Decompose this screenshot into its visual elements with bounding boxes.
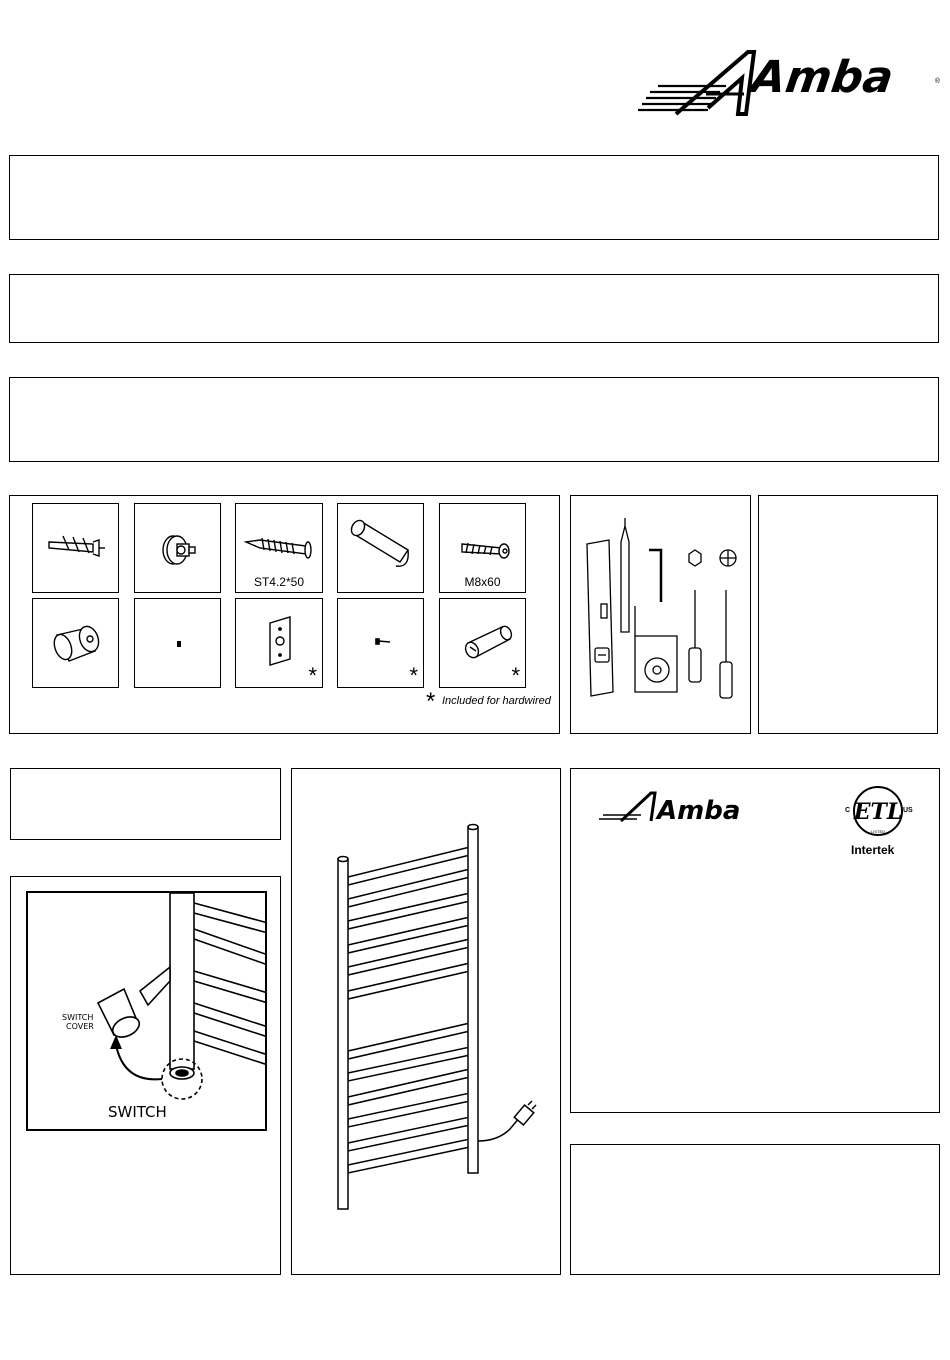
towel-warmer-illustration <box>292 769 560 1274</box>
switch-figure-panel <box>10 876 281 1275</box>
brand-logo-text: Amba <box>748 52 897 103</box>
hardware-item-end-cap <box>32 598 119 688</box>
contact-panel <box>570 1144 940 1275</box>
hardware-item-bracket-cover <box>337 503 424 593</box>
brand-logo <box>636 48 942 118</box>
specification-panel <box>9 377 939 462</box>
mounting-bracket-icon <box>135 504 222 594</box>
hardware-item-junction-plate <box>235 598 323 688</box>
set-screw-icon <box>135 599 222 689</box>
hardware-item-wood-screw <box>235 503 323 593</box>
bolt-label: M8x60 <box>464 575 501 589</box>
switch-cover-label-line1: SWITCH <box>62 1013 94 1022</box>
etl-mark-text: ETL <box>853 799 903 825</box>
hex-bit-icon <box>689 550 701 566</box>
panel-brand-logo <box>597 787 747 827</box>
note-star: * <box>426 688 436 715</box>
wall-anchor-icon <box>33 504 120 594</box>
switch-illustration <box>26 891 267 1131</box>
warning-panel <box>9 274 939 343</box>
hardware-item-wall-anchor <box>32 503 119 593</box>
hardware-item-mounting-bracket <box>134 503 221 593</box>
etl-listed: LISTED <box>871 829 886 834</box>
hardware-item-bolt <box>439 503 526 593</box>
hardware-item-set-screw <box>134 598 221 688</box>
hardwired-star: * <box>511 663 520 688</box>
hardware-panel <box>9 495 560 734</box>
switch-caption-panel <box>10 768 281 840</box>
product-illustration-panel <box>291 768 561 1275</box>
switch-label: SWITCH <box>108 1103 167 1121</box>
hardwired-star: * <box>409 663 418 688</box>
registered-mark: ® <box>934 78 940 85</box>
switch-cover-label-line2: COVER <box>66 1022 94 1031</box>
wood-screw-label: ST4.2*50 <box>253 575 305 589</box>
tools-description-panel <box>758 495 938 734</box>
hardwired-note: Included for hardwired <box>442 695 551 707</box>
panel-brand-text: Amba <box>657 796 741 826</box>
etl-listed-mark <box>845 783 915 861</box>
certification-panel <box>570 768 940 1113</box>
level-icon <box>587 540 613 696</box>
etl-c: C <box>845 807 851 814</box>
tools-panel <box>570 495 751 734</box>
hardwired-star: * <box>308 663 317 688</box>
hardware-item-small-screw <box>337 598 424 688</box>
hardware-item-hardwire-cover <box>439 598 526 688</box>
intro-panel <box>9 155 939 240</box>
pencil-icon <box>621 526 629 632</box>
bracket-cover-icon <box>338 504 425 594</box>
tools-illustration <box>571 496 750 733</box>
etl-us: US <box>903 807 913 814</box>
end-cap-icon <box>33 599 120 689</box>
allen-key-icon <box>649 550 661 602</box>
intertek-label: Intertek <box>851 843 895 857</box>
